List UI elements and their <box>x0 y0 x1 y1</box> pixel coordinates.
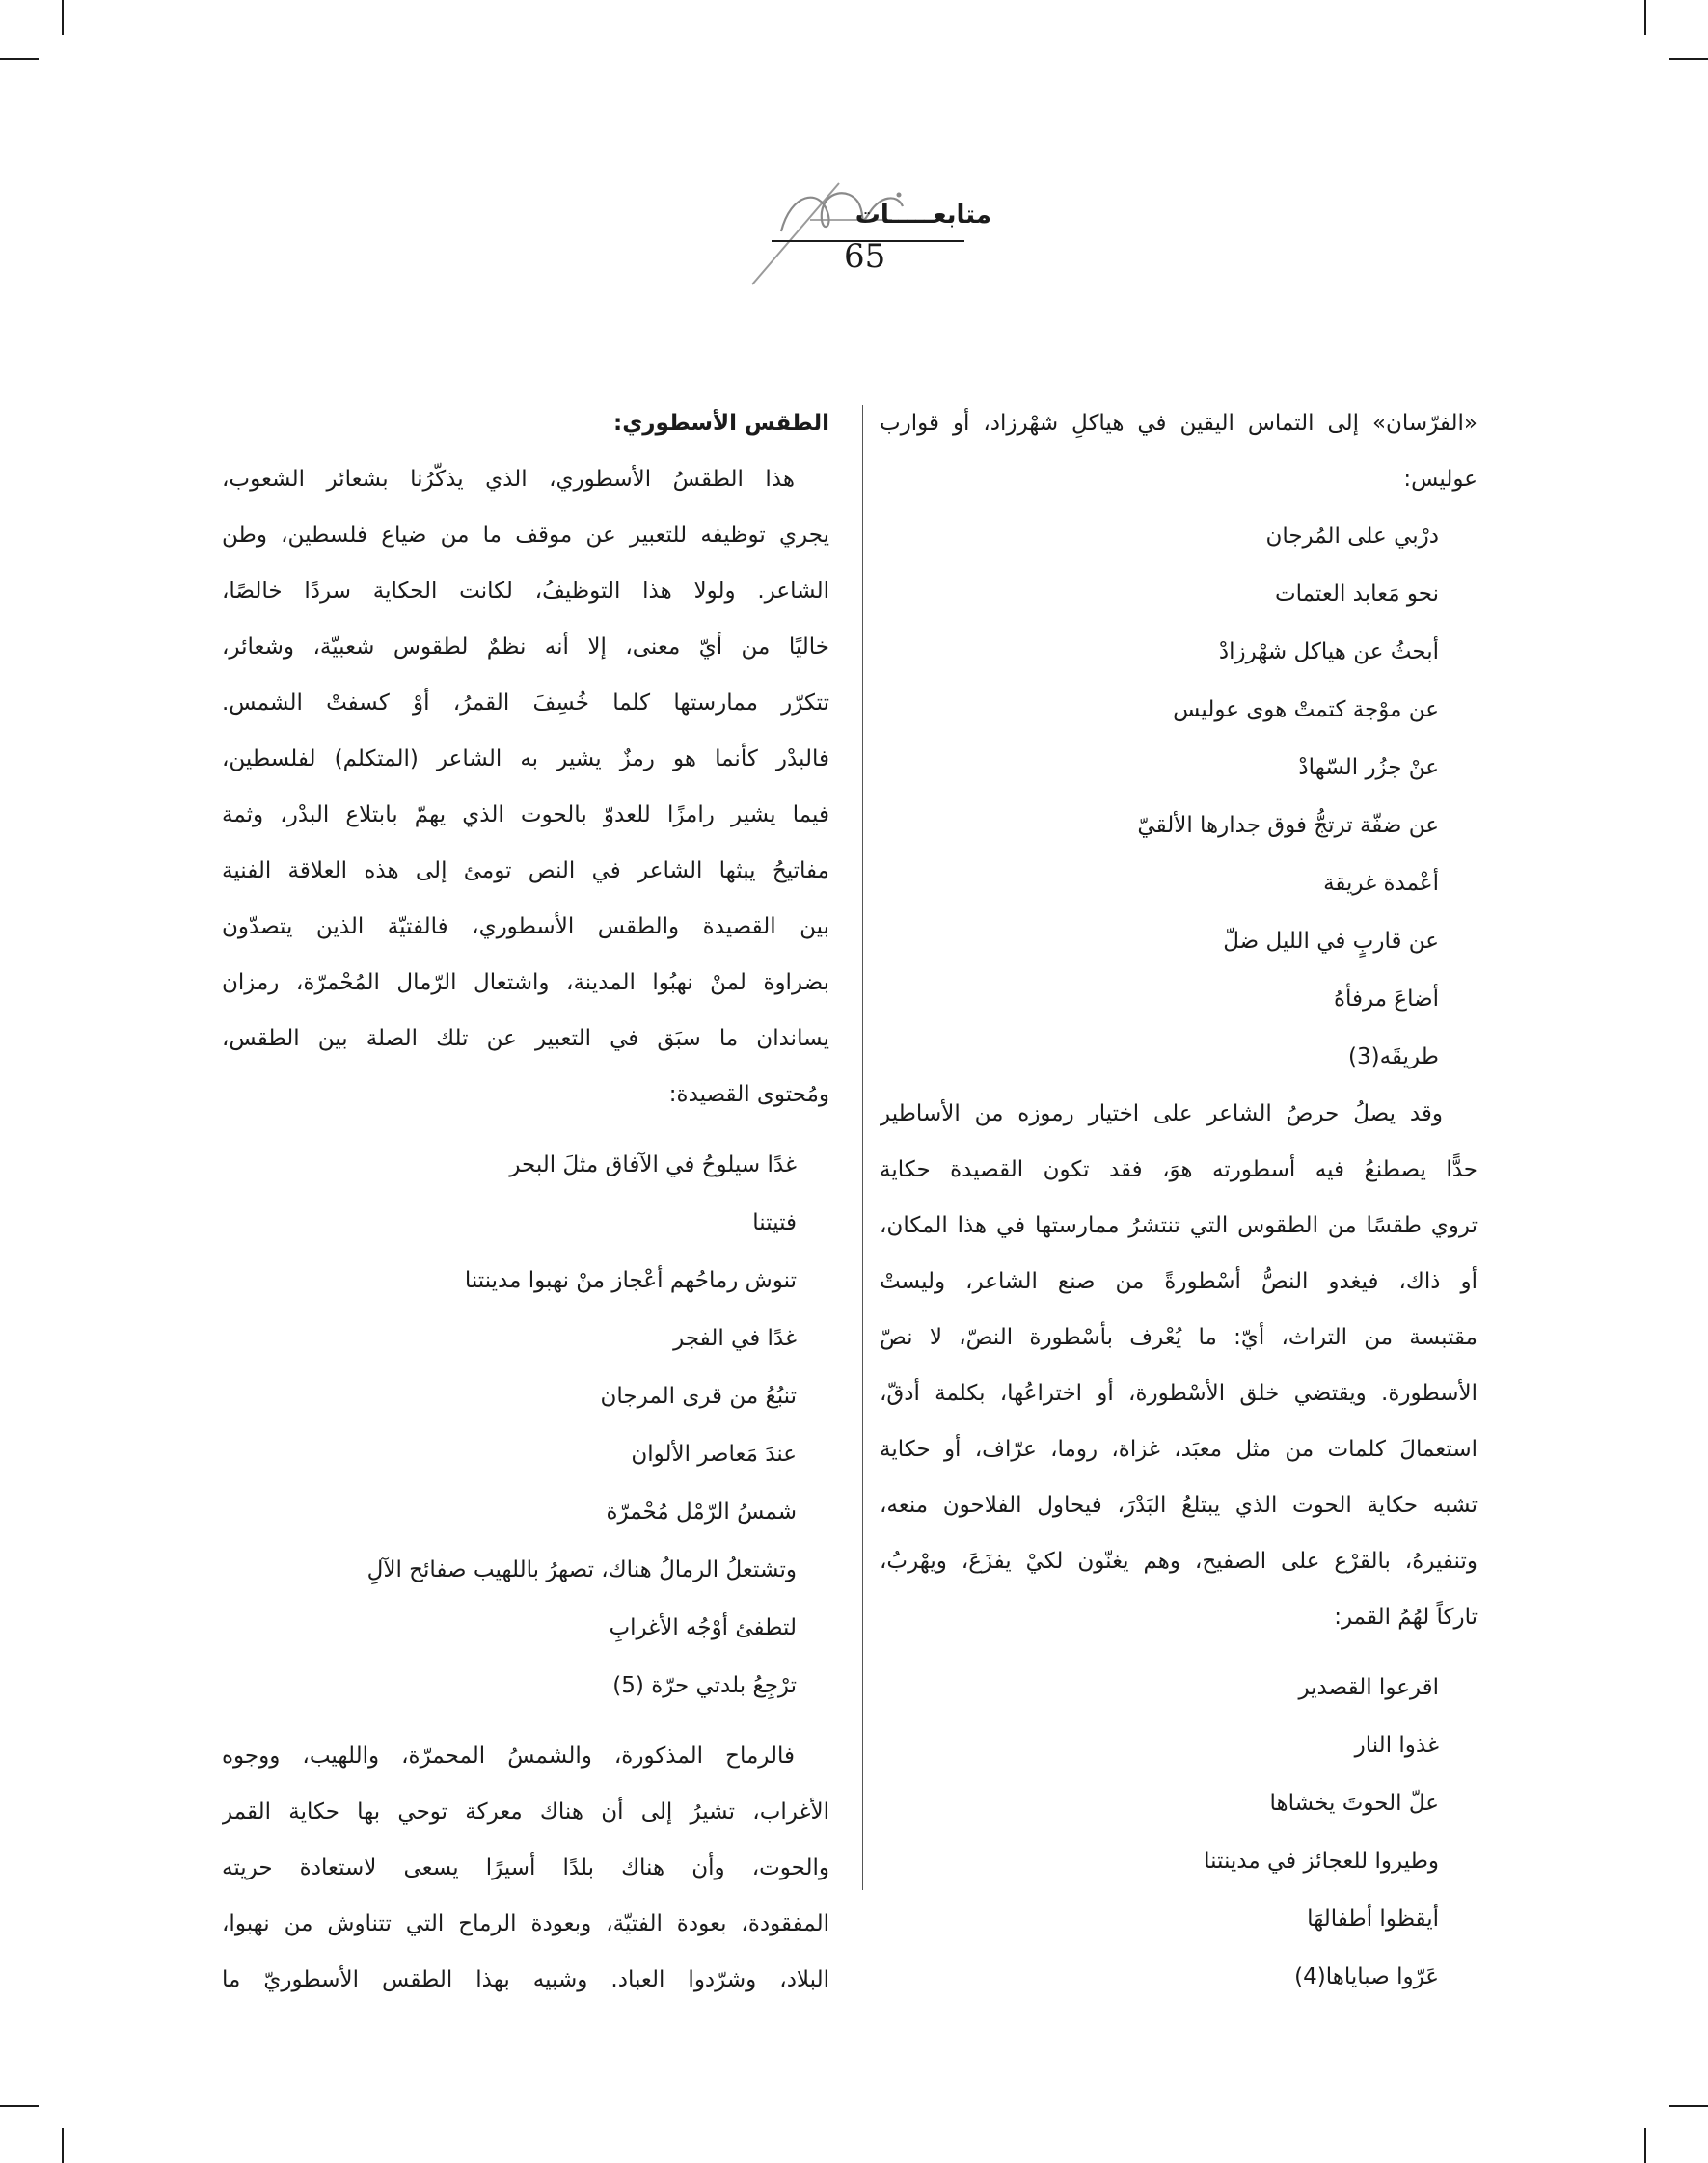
text-line: تشبه حكاية الحوت الذي يبتلعُ البَدْرَ، فيحاول الفلاحون منعه، <box>880 1493 1478 1518</box>
text-line: فالرماح المذكورة، والشمسُ المحمرّة، واللهيب، ووجوه <box>222 1744 795 1769</box>
verse-line: عن قاربٍ في الليل ضلّ <box>1223 929 1439 954</box>
verse-line: علّ الحوتَ يخشاها <box>1269 1791 1439 1816</box>
verse-line: أضاعَ مرفأهُ <box>1333 987 1439 1012</box>
left-column <box>222 395 829 2008</box>
verse-line: درْبي على المُرجان <box>1265 524 1439 549</box>
text-line: أو ذاك، فيغدو النصُّ أسْطورةً من صنع الشاعر، وليستْ <box>880 1269 1478 1294</box>
verse-line: نحو مَعابد العتمات <box>1274 581 1439 607</box>
text-line: ومُحتوى القصيدة: <box>668 1082 829 1107</box>
text-line: هذا الطقسُ الأسطوري، الذي يذكّرُنا بشعائر الشعوب، <box>222 467 795 492</box>
section-label: متابعـــــات <box>854 201 991 230</box>
text-line: تروي طقسًا من الطقوس التي تنتشرُ ممارستها في هذا المكان، <box>880 1213 1478 1238</box>
verse-line: عندَ مَعاصر الألوان <box>631 1442 797 1467</box>
verse-line: ترْجِعُ بلدتي حرّة (5) <box>612 1673 797 1698</box>
crop-mark <box>1669 58 1708 60</box>
crop-mark <box>62 0 64 35</box>
text-line: «الفرّسان» إلى التماس اليقين في هياكلِ شهْرزاد، أو قوارب <box>880 411 1478 436</box>
text-line: فالبدْر كأنما هو رمزٌ يشير به الشاعر (المتكلم) لفلسطين، <box>222 746 829 771</box>
crop-mark <box>62 2128 64 2163</box>
spacer <box>222 1715 829 1728</box>
text-line: مفاتيحُ يبثها الشاعر في النص تومئ إلى هذه العلاقة الفنية <box>222 858 829 883</box>
verse-line: طريقَه(3) <box>1348 1044 1439 1069</box>
text-line: البلاد، وشرّدوا العباد. وشبيه بهذا الطقس الأسطوريّ ما <box>222 1967 829 1992</box>
verse-line: وطيروا للعجائز في مدينتنا <box>1204 1849 1439 1874</box>
verse-line: أبحثُ عن هياكل شهْرزادْ <box>1218 639 1439 664</box>
spacer <box>880 1645 1478 1659</box>
text-line: الأغراب، تشيرُ إلى أن هناك معركة توحي بها حكاية القمر <box>222 1799 829 1825</box>
verse-line: غذوا النار <box>1354 1733 1439 1758</box>
spacer <box>222 1122 829 1136</box>
verse-line: أعْمدة غريقة <box>1323 871 1439 896</box>
crop-mark <box>1644 0 1646 35</box>
text-line: عوليس: <box>1403 467 1478 492</box>
text-line: وتنفيرهُ، بالقرْع على الصفيح، وهم يغنّون لكيْ يفزَعَ، ويهْربُ، <box>880 1549 1478 1574</box>
text-line: مقتبسة من التراث، أيّ: ما يُعْرف بأسْطورة النصّ، لا نصّ <box>880 1325 1478 1350</box>
text-line: الأسطورة. ويقتضي خلق الأسْطورة، أو اختراعُها، بكلمة أدقّ، <box>880 1381 1478 1406</box>
text-line: خاليًا من أيّ معنى، إلا أنه نظمٌ لطقوس شعبيّة، وشعائر، <box>222 635 829 660</box>
verse-line: فتيتنا <box>752 1210 797 1235</box>
text-line: حدًّا يصطنعُ فيه أسطورته هوَ، فقد تكون القصيدة حكاية <box>880 1157 1478 1182</box>
text-line: بضراوة لمنْ نهبُوا المدينة، واشتعال الرّمال المُحْمرّة، رمزان <box>222 970 829 995</box>
text-line: المفقودة، بعودة الفتيّة، وبعودة الرماح التي تتناوش من نهبوا، <box>222 1911 829 1936</box>
verse-line: عن موْجة كتمتْ هوى عوليس <box>1173 697 1439 722</box>
crop-mark <box>0 2105 39 2107</box>
text-line: وقد يصلُ حرصُ الشاعر على اختيار رموزه من الأساطير <box>880 1101 1443 1126</box>
text-line: الشاعر. ولولا هذا التوظيفُ، لكانت الحكاية سردًا خالصًا، <box>222 579 829 604</box>
verse-line: تنوش رماحُهم أعْجاز منْ نهبوا مدينتنا <box>464 1268 797 1293</box>
text-line: بين القصيدة والطقس الأسطوري، فالفتيّة الذين يتصدّون <box>222 914 829 939</box>
crop-mark <box>1644 2128 1646 2163</box>
verse-line: لتطفئ أوْجُه الأغرابِ <box>609 1615 797 1640</box>
verse-line: تنبُعُ من قرى المرجان <box>600 1384 797 1409</box>
page-number: 65 <box>844 237 886 276</box>
verse-line: عن ضفّة ترتجُّ فوق جدارها الألقيّ <box>1137 813 1439 838</box>
text-line: تتكرّر ممارستها كلما خُسِفَ القمرُ، أوْ كسفتْ الشمس. <box>222 690 829 716</box>
verse-line: عَرّوا صباياها(4) <box>1294 1964 1439 1989</box>
verse-line: اقرعوا القصدير <box>1298 1675 1439 1700</box>
verse-line: وتشتعلُ الرمالُ هناك، تصهرُ باللهيب صفائح الآلِ <box>366 1557 797 1582</box>
column-divider <box>862 405 863 1890</box>
text-line: تاركاً لهُمُ القمر: <box>1334 1605 1478 1630</box>
text-line: والحوت، وأن هناك بلدًا أسيرًا يسعى لاستعادة حريته <box>222 1855 829 1880</box>
verse-line: غدًا سيلوحُ في الآفاق مثلَ البحر <box>509 1152 797 1177</box>
section-heading: الطقس الأسطوري: <box>613 411 829 436</box>
verse-line: شمسُ الرّمْل مُحْمرّة <box>606 1500 797 1525</box>
page-header <box>714 174 1042 289</box>
crop-mark <box>1669 2105 1708 2107</box>
verse-line: عنْ جزُر السّهادْ <box>1298 755 1439 780</box>
verse-line: أيقظوا أطفالهَا <box>1307 1906 1439 1932</box>
verse-line: غدًا في الفجر <box>673 1326 797 1351</box>
text-line: يجري توظيفه للتعبير عن موقف ما من ضياع فلسطين، وطن <box>222 523 829 548</box>
text-line: فيما يشير رامزًا للعدوّ بالحوت الذي يهمّ بابتلاع البدْر، وثمة <box>222 802 829 827</box>
text-line: يساندان ما سبَق في التعبير عن تلك الصلة بين الطقس، <box>222 1026 829 1051</box>
right-column <box>880 395 1478 2006</box>
text-line: استعمالَ كلمات من مثل معبَد، غزاة، روما، عرّاف، أو حكاية <box>880 1437 1478 1462</box>
crop-mark <box>0 58 39 60</box>
